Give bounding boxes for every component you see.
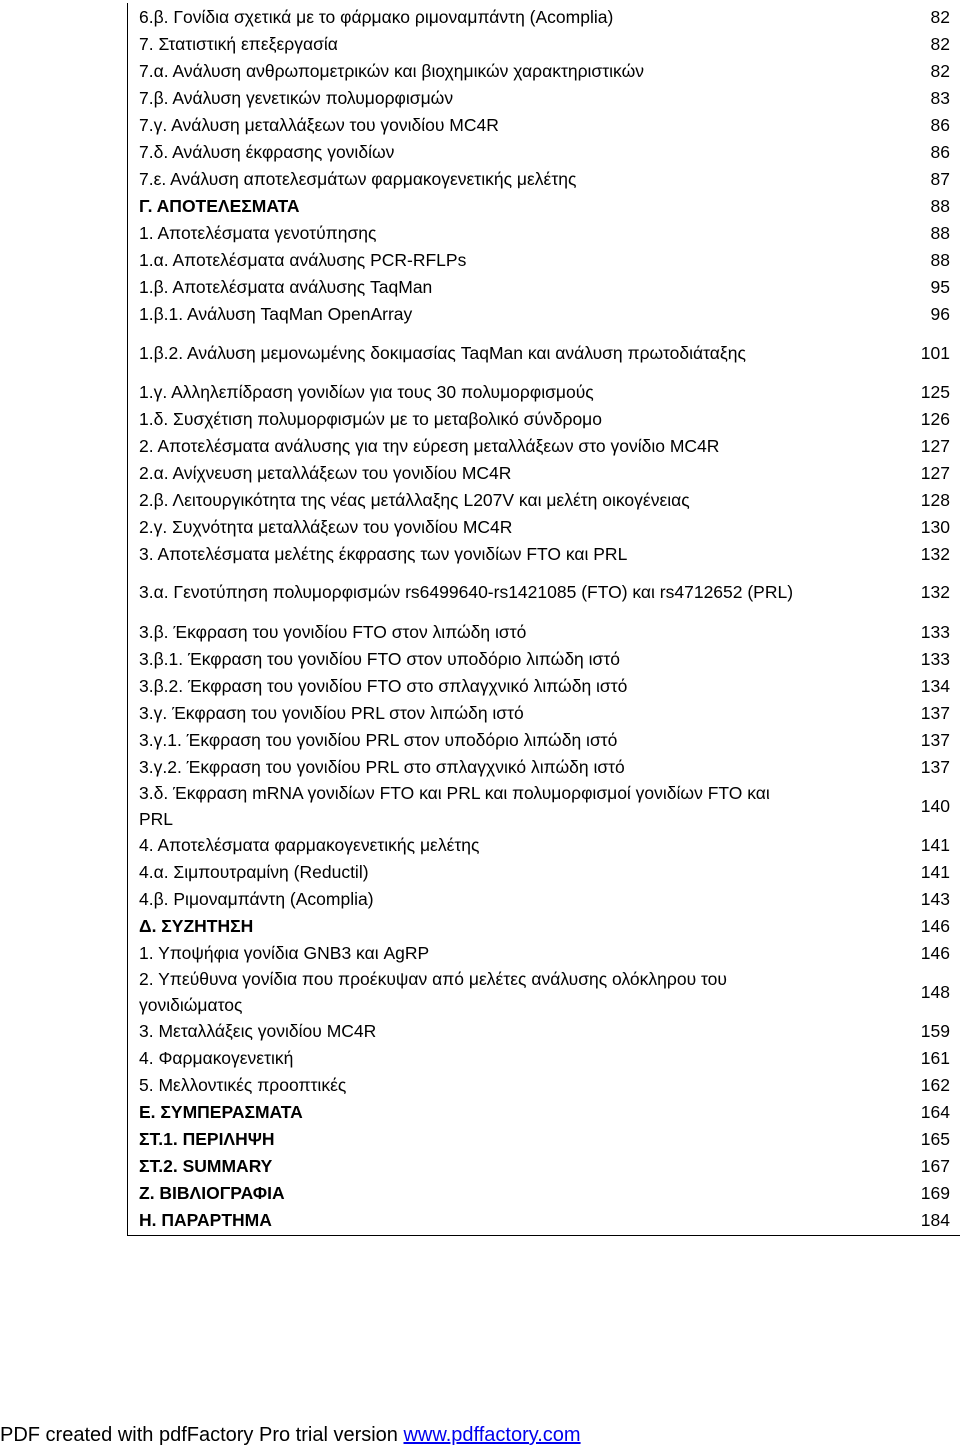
toc-row[interactable] (139, 1153, 950, 1179)
toc-entry-page: 88 (930, 196, 950, 216)
toc-entry-title: 7.ε. Ανάλυση αποτελεσμάτων φαρμακογενετικής μελέτης (139, 169, 577, 189)
toc-row[interactable] (139, 85, 950, 111)
toc-row[interactable] (139, 460, 950, 486)
toc-entry-page: 82 (930, 7, 950, 27)
toc-entry-title: 7.α. Ανάλυση ανθρωπομετρικών και βιοχημικών χαρακτηριστικών (139, 61, 644, 81)
toc-entry-page: 133 (920, 649, 950, 669)
toc-entry-page: 95 (930, 277, 950, 297)
toc-row[interactable] (139, 700, 950, 726)
toc-row[interactable] (139, 193, 950, 219)
toc-entry-page: 167 (920, 1156, 950, 1176)
toc-row[interactable] (139, 433, 950, 459)
toc-entry-page: 88 (930, 250, 950, 270)
toc-entry-page: 162 (920, 1075, 950, 1095)
toc-row[interactable] (139, 514, 950, 540)
toc-entry-title: 4.α. Σιμπουτραμίνη (Reductil) (139, 862, 369, 882)
toc-entry-title: 2.β. Λειτουργικότητα της νέας μετάλλαξης L207V και μελέτη οικογένειας (139, 490, 690, 510)
toc-entry-page: 165 (920, 1129, 950, 1149)
toc-row[interactable] (139, 1072, 950, 1098)
toc-row[interactable] (139, 940, 950, 966)
toc-entry-page: 96 (930, 304, 950, 324)
toc-entry-page: 137 (920, 703, 950, 723)
toc-row[interactable] (139, 220, 950, 246)
toc-entry-page: 141 (920, 835, 950, 855)
toc-entry-title: Ε. ΣΥΜΠΕΡΑΣΜΑΤΑ (139, 1102, 303, 1122)
toc-entry-title: 1. Αποτελέσματα γενοτύπησης (139, 223, 377, 243)
toc-entry-page: 82 (930, 61, 950, 81)
toc-entry-page: 146 (920, 916, 950, 936)
toc-entry-page: 184 (920, 1210, 950, 1230)
toc-entry-title: 7.γ. Ανάλυση μεταλλάξεων του γονιδίου MC4R (139, 115, 499, 135)
toc-entry-page: 132 (920, 544, 950, 564)
toc-entry-page: 130 (920, 517, 950, 537)
toc-entry-page: 169 (920, 1183, 950, 1203)
toc-entry-page: 125 (920, 382, 950, 402)
toc-row[interactable] (139, 1180, 950, 1206)
toc-entry-page: 88 (930, 223, 950, 243)
toc-row[interactable] (139, 966, 950, 1018)
toc-entry-page: 134 (920, 676, 950, 696)
toc-row[interactable] (139, 646, 950, 672)
toc-row[interactable] (139, 619, 950, 645)
toc-entry-title: 2. Αποτελέσματα ανάλυσης για την εύρεση μεταλλάξεων στο γονίδιο MC4R (139, 436, 720, 456)
toc-entry-page: 82 (930, 34, 950, 54)
toc-row[interactable] (139, 1018, 950, 1044)
toc-entry-page: 146 (920, 943, 950, 963)
toc-entry-page: 132 (920, 582, 950, 602)
footer-text: PDF created with pdfFactory Pro trial version (0, 1424, 404, 1446)
toc-row[interactable] (139, 327, 950, 379)
toc-row[interactable] (139, 1045, 950, 1071)
toc-entry-page: 127 (920, 463, 950, 483)
toc-row[interactable] (139, 406, 950, 432)
toc-row[interactable] (139, 274, 950, 300)
toc-entry-title: 3. Αποτελέσματα μελέτης έκφρασης των γονιδίων FTO και PRL (139, 544, 628, 564)
toc-row[interactable] (139, 541, 950, 567)
toc-entry-title: 1.α. Αποτελέσματα ανάλυσης PCR-RFLPs (139, 250, 467, 270)
toc-entry-page: 161 (920, 1048, 950, 1068)
toc-entry-page: 143 (920, 889, 950, 909)
toc-entry-title: 3.γ.1. Έκφραση του γονιδίου PRL στον υποδόριο λιπώδη ιστό (139, 730, 618, 750)
toc-row[interactable] (139, 780, 950, 832)
toc-entry-title: 3.α. Γενοτύπηση πολυμορφισμών rs6499640-rs1421085 (FTO) και rs4712652 (PRL) (139, 582, 794, 602)
toc-entry-title: 4. Αποτελέσματα φαρμακογενετικής μελέτης (139, 835, 480, 855)
toc-entry-title: Ζ. ΒΙΒΛΙΟΓΡΑΦΙΑ (139, 1183, 285, 1203)
toc-entry-title: 7.δ. Ανάλυση έκφρασης γονιδίων (139, 142, 395, 162)
toc-entry-title: 3.β.2. Έκφραση του γονιδίου FTO στο σπλαγχνικό λιπώδη ιστό (139, 676, 628, 696)
toc-entry-title: 5. Μελλοντικές προοπτικές (139, 1075, 347, 1095)
toc-entry-page: 148 (920, 982, 950, 1002)
toc-row[interactable] (139, 139, 950, 165)
toc-entry-title: Η. ΠΑΡΑΡΤΗΜΑ (139, 1210, 272, 1230)
toc-row[interactable] (139, 859, 950, 885)
toc-entry-page: 141 (920, 862, 950, 882)
table-of-contents (127, 3, 960, 1236)
toc-row[interactable] (139, 58, 950, 84)
toc-row[interactable] (139, 247, 950, 273)
footer-link[interactable]: www.pdffactory.com (403, 1424, 581, 1446)
toc-entry-page: 133 (920, 622, 950, 642)
pdf-footer (0, 1420, 581, 1450)
toc-row[interactable] (139, 1099, 950, 1125)
toc-entry-page: 164 (920, 1102, 950, 1122)
toc-row[interactable] (139, 1207, 950, 1233)
toc-entry-page: 126 (920, 409, 950, 429)
toc-entry-title: 1.γ. Αλληλεπίδραση γονιδίων για τους 30 πολυμορφισμούς (139, 382, 594, 402)
toc-entry-page: 101 (920, 343, 950, 363)
toc-row[interactable] (139, 31, 950, 57)
toc-entry-page: 137 (920, 730, 950, 750)
toc-entry-title: 1.β. Αποτελέσματα ανάλυσης TaqMan (139, 277, 433, 297)
toc-entry-title: 1.β.2. Ανάλυση μεμονωμένης δοκιμασίας TaqMan και ανάλυση πρωτοδιάταξης (139, 343, 746, 363)
toc-entry-title: Δ. ΣΥΖΗΤΗΣΗ (139, 916, 254, 936)
toc-entry-title: 2. Υπεύθυνα γονίδια που προέκυψαν από μελέτες ανάλυσης ολόκληρου του γονιδιώματος (139, 969, 727, 1015)
toc-row[interactable] (139, 673, 950, 699)
toc-entry-title: 3.δ. Έκφραση mRNA γονιδίων FTO και PRL και πολυμορφισμοί γονιδίων FTO και PRL (139, 783, 770, 829)
toc-entry-title: 3.β. Έκφραση του γονιδίου FTO στον λιπώδη ιστό (139, 622, 527, 642)
toc-row[interactable] (139, 1126, 950, 1152)
toc-row[interactable] (139, 913, 950, 939)
toc-row[interactable] (139, 754, 950, 780)
toc-entry-title: 6.β. Γονίδια σχετικά με το φάρμακο ριμοναμπάντη (Acomplia) (139, 7, 614, 27)
toc-entry-title: 3.β.1. Έκφραση του γονιδίου FTO στον υποδόριο λιπώδη ιστό (139, 649, 620, 669)
toc-entry-title: 4. Φαρμακογενετική (139, 1048, 294, 1068)
toc-row[interactable] (139, 4, 950, 30)
toc-row[interactable] (139, 566, 950, 618)
toc-row[interactable] (139, 301, 950, 327)
toc-entry-page: 128 (920, 490, 950, 510)
toc-row[interactable] (139, 832, 950, 858)
toc-row[interactable] (139, 727, 950, 753)
toc-entry-page: 140 (920, 796, 950, 816)
toc-row[interactable] (139, 166, 950, 192)
toc-entry-page: 159 (920, 1021, 950, 1041)
toc-entry-title: 3.γ.2. Έκφραση του γονιδίου PRL στο σπλαγχνικό λιπώδη ιστό (139, 757, 625, 777)
toc-entry-page: 83 (930, 88, 950, 108)
toc-entry-title: 4.β. Ριμοναμπάντη (Acomplia) (139, 889, 374, 909)
toc-entry-title: 3. Μεταλλάξεις γονιδίου MC4R (139, 1021, 377, 1041)
toc-entry-title: 1. Υποψήφια γονίδια GNB3 και AgRP (139, 943, 430, 963)
toc-entry-page: 87 (930, 169, 950, 189)
toc-entry-title: Γ. ΑΠΟΤΕΛΕΣΜΑΤΑ (139, 196, 300, 216)
toc-entry-page: 86 (930, 115, 950, 135)
toc-entry-title: ΣΤ.1. ΠΕΡΙΛΗΨΗ (139, 1129, 275, 1149)
toc-row[interactable] (139, 886, 950, 912)
toc-entry-title: 3.γ. Έκφραση του γονιδίου PRL στον λιπώδη ιστό (139, 703, 524, 723)
toc-entry-title: 2.γ. Συχνότητα μεταλλάξεων του γονιδίου MC4R (139, 517, 513, 537)
toc-entry-title: 7. Στατιστική επεξεργασία (139, 34, 338, 54)
toc-entry-page: 86 (930, 142, 950, 162)
toc-row[interactable] (139, 487, 950, 513)
toc-entry-title: 2.α. Ανίχνευση μεταλλάξεων του γονιδίου MC4R (139, 463, 512, 483)
toc-entry-title: 7.β. Ανάλυση γενετικών πολυμορφισμών (139, 88, 454, 108)
toc-row[interactable] (139, 112, 950, 138)
toc-entry-title: 1.β.1. Ανάλυση TaqMan OpenArray (139, 304, 413, 324)
toc-entry-title: ΣΤ.2. SUMMARY (139, 1156, 273, 1176)
toc-row[interactable] (139, 379, 950, 405)
toc-entry-page: 127 (920, 436, 950, 456)
toc-entry-title: 1.δ. Συσχέτιση πολυμορφισμών με το μεταβολικό σύνδρομο (139, 409, 602, 429)
toc-entry-page: 137 (920, 757, 950, 777)
